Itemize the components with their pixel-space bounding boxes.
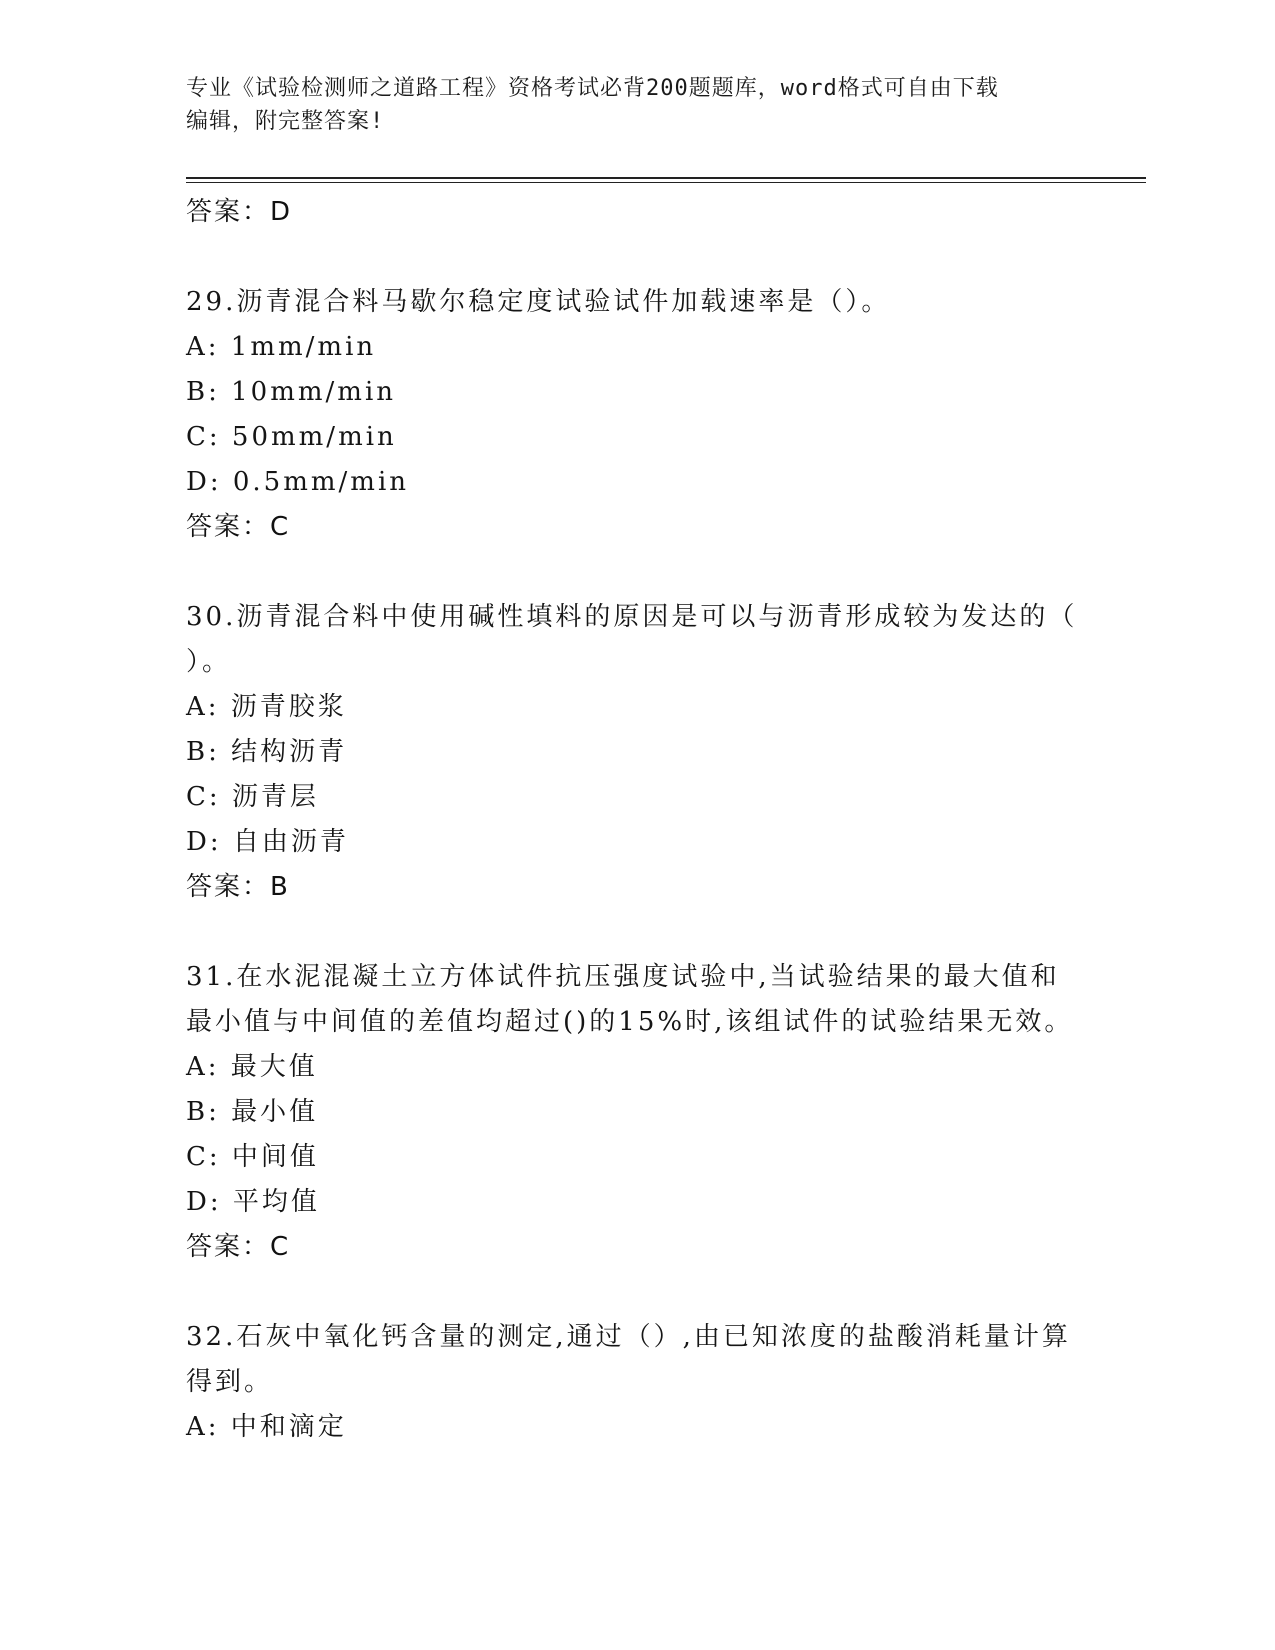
header-line-2: 编辑，附完整答案! (186, 109, 385, 134)
question-stem: 32.石灰中氧化钙含量的测定,通过（）,由已知浓度的盐酸消耗量计算 (186, 1322, 1071, 1352)
option-a: A: 中和滴定 (186, 1412, 347, 1442)
option-c: C: 中间值 (186, 1142, 319, 1172)
question-stem: 29.沥青混合料马歇尔稳定度试验试件加载速率是（）。 (186, 287, 891, 317)
answer-line: 答案：B (186, 872, 290, 902)
option-a: A: 1mm/min (186, 332, 377, 362)
header-divider-thick (186, 177, 1146, 179)
answer-line: 答案：C (186, 512, 291, 542)
answer-line: 答案：C (186, 1232, 291, 1262)
question-stem-continued: 得到。 (186, 1367, 274, 1397)
question-block (186, 595, 1086, 910)
option-b: B: 结构沥青 (186, 737, 348, 767)
question-list (186, 190, 1086, 1450)
spacer (186, 550, 1086, 595)
option-c: C: 50mm/min (186, 422, 397, 452)
option-b: B: 最小值 (186, 1097, 319, 1127)
question-block (186, 280, 1086, 550)
question-stem: 31.在水泥混凝土立方体试件抗压强度试验中,当试验结果的最大值和 (186, 962, 1060, 992)
header-line-1: 专业《试验检测师之道路工程》资格考试必背200题题库，word格式可自由下载 (186, 76, 999, 101)
spacer (186, 1270, 1086, 1315)
document-header (186, 72, 1086, 138)
question-block (186, 955, 1086, 1270)
option-d: D: 自由沥青 (186, 827, 349, 857)
header-divider-thin (186, 182, 1146, 183)
option-d: D: 平均值 (186, 1187, 320, 1217)
option-c: C: 沥青层 (186, 782, 319, 812)
answer-line: 答案：D (186, 197, 293, 227)
option-d: D: 0.5mm/min (186, 467, 410, 497)
question-stem-continued: ）。 (186, 647, 232, 677)
question-stem-continued: 最小值与中间值的差值均超过()的15%时,该组试件的试验结果无效。 (186, 1007, 1074, 1037)
spacer (186, 235, 1086, 280)
option-a: A: 沥青胶浆 (186, 692, 347, 722)
option-b: B: 10mm/min (186, 377, 396, 407)
spacer (186, 910, 1086, 955)
question-stem: 30.沥青混合料中使用碱性填料的原因是可以与沥青形成较为发达的（ (186, 602, 1078, 632)
question-block (186, 1315, 1086, 1450)
option-a: A: 最大值 (186, 1052, 318, 1082)
